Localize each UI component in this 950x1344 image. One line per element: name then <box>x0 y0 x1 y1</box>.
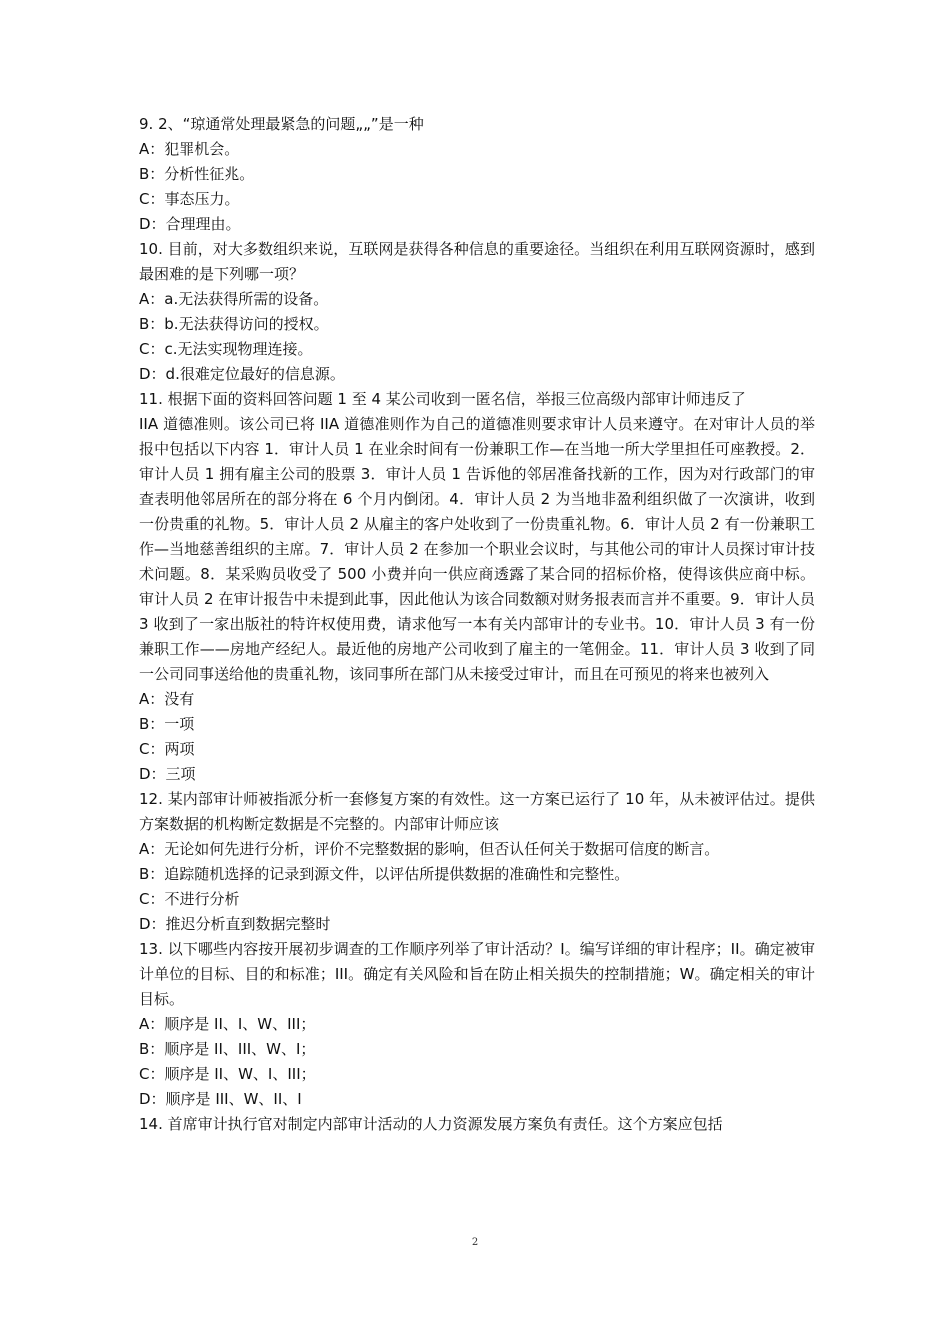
option-b: B：分析性征兆。 <box>139 165 255 183</box>
option-d: D：推迟分析直到数据完整时 <box>139 915 331 933</box>
question-text: 9. 2、“琼通常处理最紧急的问题„„”是一种 <box>139 115 424 133</box>
option-b: B：顺序是 II、III、W、I； <box>139 1040 316 1058</box>
option-a: A：没有 <box>139 690 195 708</box>
page-number: 2 <box>471 1237 479 1248</box>
question-text-continued: IIA 道德准则。该公司已将 IIA 道德准则作为自己的道德准则要求审计人员来遵守。在对审计人员的举报中包括以下内容 1．审计人员 1 在业余时间有一份兼职工作—在当地一所大学里担任可座教授。2．审计人员 1 拥有雇主公司的股票 3．审计人员 1 告诉他的邻居准备找新的工作，因为对行政部门的审查表明他邻居所在的部分将在 6 个月内倒闭。4．审计人员 2 为当地非盈利组织做了一次演讲，收到一份贵重的礼物。5．审计人员 2 从雇主的客户处收到了一份贵重礼物。6．审计人员 2 有一份兼职工作—当地慈善组织的主席。7．审计人员 2 在参加一个职业会议时，与其他公司的审计人员探讨审计技术问题。8．某采购员收受了 500 小费并向一供应商透露了某合同的招标价格，使得该供应商中标。审计人员 2 在审计报告中未提到此事，因此他认为该合同数额对财务报表而言并不重要。9．审计人员 3 收到了一家出版社的特许权使用费，请求他写一本有关内部审计的专业书。10．审计人员 3 有一份兼职工作——房地产经纪人。最近他的房地产公司收到了雇主的一笔佣金。11．审计人员 3 收到了同一公司同事送给他的贵重礼物，该同事所在部门从未接受过审计，而且在可预见的将来也被列入 <box>139 415 815 683</box>
question-text: 13. 以下哪些内容按开展初步调查的工作顺序列举了审计活动？I。编写详细的审计程序；II。确定被审计单位的目标、目的和标准；III。确定有关风险和旨在防止相关损失的控制措施；W。确定相关的审计目标。 <box>139 940 815 1008</box>
option-b: B：一项 <box>139 715 195 733</box>
option-a: A：a.无法获得所需的设备。 <box>139 290 329 308</box>
option-d: D：d.很难定位最好的信息源。 <box>139 365 345 383</box>
question-text: 12. 某内部审计师被指派分析一套修复方案的有效性。这一方案已运行了 10 年，从未被评估过。提供方案数据的机构断定数据是不完整的。内部审计师应该 <box>139 790 815 833</box>
question-text: 10. 目前，对大多数组织来说，互联网是获得各种信息的重要途径。当组织在利用互联网资源时，感到最困难的是下列哪一项？ <box>139 240 815 283</box>
option-c: C：两项 <box>139 740 195 758</box>
question-text: 14. 首席审计执行官对制定内部审计活动的人力资源发展方案负有责任。这个方案应包括 <box>139 1115 723 1133</box>
option-c: C：事态压力。 <box>139 190 240 208</box>
question-11 <box>139 387 815 787</box>
option-c: C：不进行分析 <box>139 890 240 908</box>
option-d: D：顺序是 III、W、II、I <box>139 1090 302 1108</box>
question-12 <box>139 787 815 937</box>
option-c: C：顺序是 II、W、I、III； <box>139 1065 316 1083</box>
option-d: D：三项 <box>139 765 196 783</box>
option-d: D：合理理由。 <box>139 215 241 233</box>
option-b: B：追踪随机选择的记录到源文件，以评估所提供数据的准确性和完整性。 <box>139 865 630 883</box>
question-10 <box>139 237 815 387</box>
question-9 <box>139 112 815 237</box>
question-14 <box>139 1112 815 1137</box>
option-c: C：c.无法实现物理连接。 <box>139 340 313 358</box>
option-a: A：顺序是 II、I、W、III； <box>139 1015 316 1033</box>
option-a: A：无论如何先进行分析，评价不完整数据的影响，但否认任何关于数据可信度的断言。 <box>139 840 720 858</box>
option-b: B：b.无法获得访问的授权。 <box>139 315 329 333</box>
question-13 <box>139 937 815 1112</box>
question-text: 11. 根据下面的资料回答问题 1 至 4 某公司收到一匿名信，举报三位高级内部审计师违反了 <box>139 390 746 408</box>
question-list <box>139 112 815 1137</box>
option-a: A：犯罪机会。 <box>139 140 240 158</box>
